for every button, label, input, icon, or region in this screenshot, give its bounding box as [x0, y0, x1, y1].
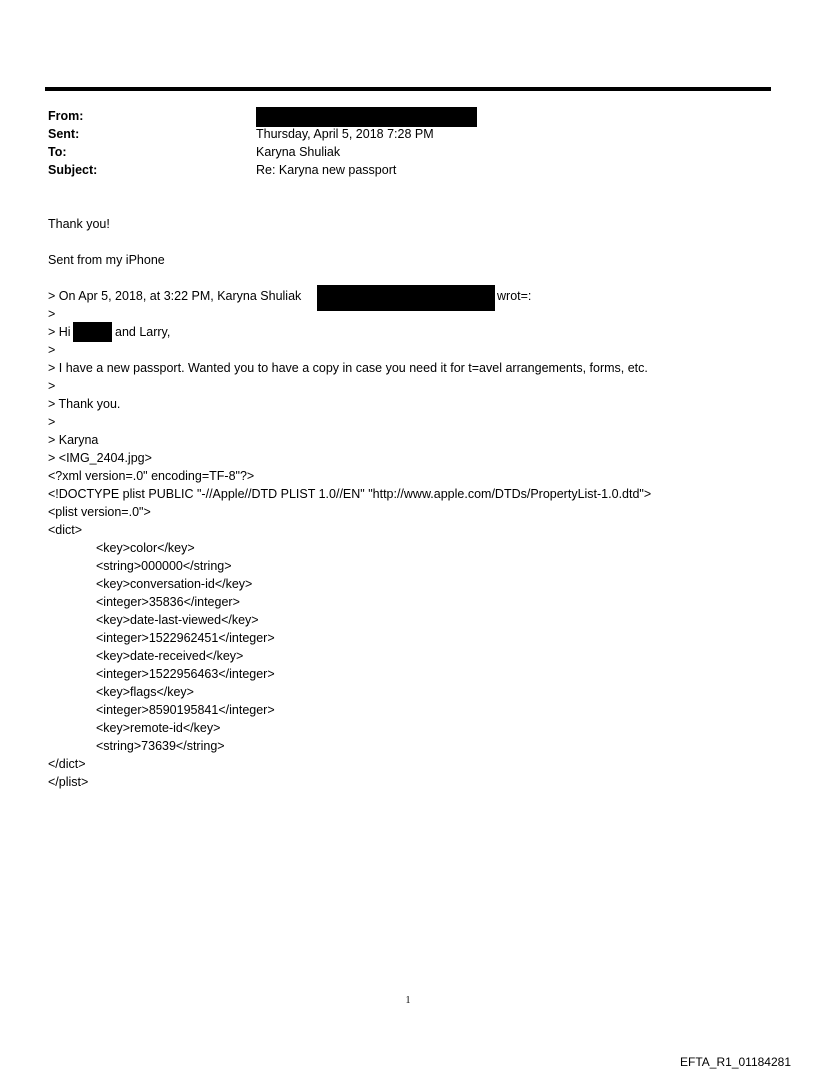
plist-entry: <key>date-last-viewed</key> — [96, 613, 259, 627]
greeting-prefix: > Hi — [48, 325, 71, 339]
redaction-box-email — [317, 285, 495, 311]
subject-value: Re: Karyna new passport — [256, 163, 397, 177]
header-rule — [45, 87, 771, 91]
plist-doctype: <!DOCTYPE plist PUBLIC "-//Apple//DTD PLIST 1.0//EN" "http://www.apple.com/DTDs/PropertyList-1.0.dtd"> — [48, 487, 652, 501]
plist-entry: <integer>8590195841</integer> — [96, 703, 275, 717]
redaction-box-name — [73, 322, 112, 342]
plist-entry: <key>color</key> — [96, 541, 195, 555]
from-label: From: — [48, 109, 84, 123]
subject-label: Subject: — [48, 163, 98, 177]
quote-attachment: > <IMG_2404.jpg> — [48, 451, 152, 465]
plist-entry: <integer>35836</integer> — [96, 595, 240, 609]
quote-name: > Karyna — [48, 433, 99, 447]
plist-close: </plist> — [48, 775, 89, 789]
body-signature: Sent from my iPhone — [48, 253, 165, 267]
redaction-box-from — [256, 107, 477, 127]
plist-entry: <string>73639</string> — [96, 739, 225, 753]
plist-entry: <key>flags</key> — [96, 685, 194, 699]
plist-entry: <key>date-received</key> — [96, 649, 244, 663]
quote-intro: > On Apr 5, 2018, at 3:22 PM, Karyna Shuliak — [48, 289, 302, 303]
greeting-suffix: and Larry, — [115, 325, 171, 339]
plist-dict-close: </dict> — [48, 757, 86, 771]
to-label: To: — [48, 145, 67, 159]
quote-blank-2: > — [48, 343, 56, 357]
plist-entry: <key>remote-id</key> — [96, 721, 221, 735]
sent-value: Thursday, April 5, 2018 7:28 PM — [256, 127, 434, 141]
page-number: 1 — [405, 995, 411, 1006]
plist-entry: <integer>1522962451</integer> — [96, 631, 275, 645]
body-thanks: Thank you! — [48, 217, 110, 231]
plist-dict-open: <dict> — [48, 523, 83, 537]
quote-blank-1: > — [48, 307, 56, 321]
quote-thankyou: > Thank you. — [48, 397, 121, 411]
plist-xml-decl: <?xml version=.0" encoding=TF-8"?> — [48, 469, 255, 483]
document-id: EFTA_R1_01184281 — [680, 1055, 791, 1069]
sent-label: Sent: — [48, 127, 80, 141]
plist-entry: <string>000000</string> — [96, 559, 232, 573]
quote-blank-4: > — [48, 415, 56, 429]
quote-intro-tail: wrot=: — [497, 289, 532, 303]
quote-blank-3: > — [48, 379, 56, 393]
plist-open: <plist version=.0"> — [48, 505, 151, 519]
to-value: Karyna Shuliak — [256, 145, 341, 159]
passport-line: > I have a new passport. Wanted you to have a copy in case you need it for t=avel arrangements, forms, etc. — [48, 361, 648, 375]
plist-entry: <integer>1522956463</integer> — [96, 667, 275, 681]
plist-entry: <key>conversation-id</key> — [96, 577, 253, 591]
